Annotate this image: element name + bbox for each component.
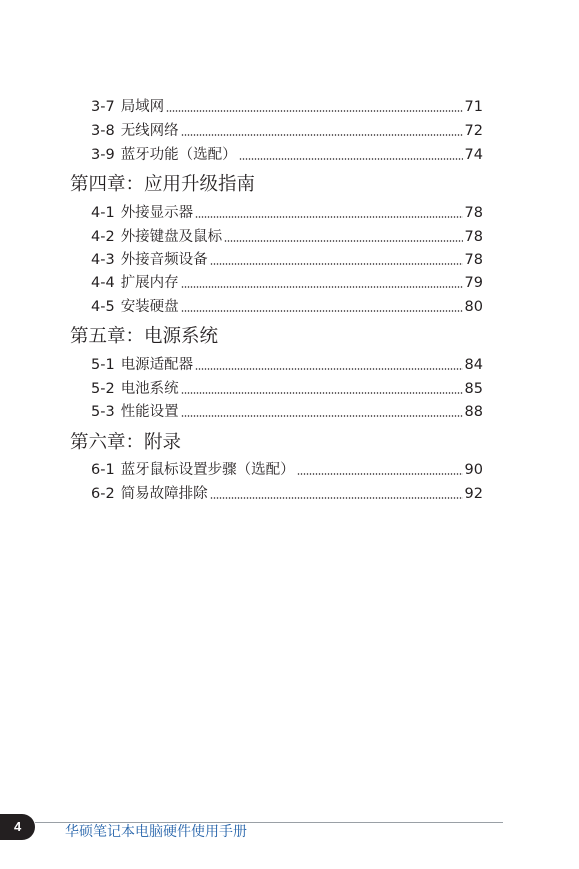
- toc-entry-number: 3-7: [91, 99, 115, 115]
- dot-leader: [210, 496, 463, 500]
- dot-leader: [195, 215, 462, 219]
- toc-entry-page: 78: [464, 252, 483, 268]
- toc-entry-title: 电源适配器: [120, 357, 194, 373]
- dot-leader: [195, 367, 462, 371]
- toc-entry-number: 5-2: [91, 381, 115, 397]
- toc-entry-page: 80: [464, 299, 483, 315]
- toc-entry[interactable]: [91, 250, 483, 270]
- chapter-heading: 第六章：附录: [70, 432, 182, 453]
- toc-entry-number: 6-2: [91, 486, 115, 502]
- toc-entry-title: 扩展内存: [120, 275, 179, 291]
- toc-entry-title: 局域网: [120, 99, 165, 115]
- toc-entry[interactable]: [91, 97, 483, 117]
- toc-entry-page: 88: [464, 404, 483, 420]
- footer-book-title: 华硕笔记本电脑硬件使用手册: [65, 824, 247, 840]
- dot-leader: [181, 133, 463, 137]
- toc-entry-number: 4-4: [91, 275, 115, 291]
- toc-entry-title: 外接音频设备: [120, 252, 208, 268]
- toc-entry-page: 71: [464, 99, 483, 115]
- toc-entry-title: 安装硬盘: [120, 299, 179, 315]
- toc-entry-page: 84: [464, 357, 483, 373]
- dot-leader: [181, 391, 463, 395]
- toc-entry-number: 3-8: [91, 123, 115, 139]
- toc-entry-page: 90: [464, 462, 483, 478]
- toc-entry-page: 78: [464, 229, 483, 245]
- toc-entry[interactable]: [91, 460, 483, 480]
- toc-entry-page: 78: [464, 205, 483, 221]
- dot-leader: [181, 285, 463, 289]
- chapter-heading: 第四章：应用升级指南: [70, 174, 256, 195]
- toc-entry[interactable]: [91, 379, 483, 399]
- toc-entry-page: 79: [464, 275, 483, 291]
- toc-entry-title: 性能设置: [120, 404, 179, 420]
- chapter-heading: 第五章：电源系统: [70, 326, 219, 347]
- toc-entry-title: 无线网络: [120, 123, 179, 139]
- toc-entry-page: 74: [464, 147, 483, 163]
- toc-entry-number: 3-9: [91, 147, 115, 163]
- toc-entry-title: 蓝牙鼠标设置步骤（选配）: [120, 462, 295, 478]
- toc-entry-page: 85: [464, 381, 483, 397]
- dot-leader: [224, 239, 462, 243]
- toc-entry-page: 92: [464, 486, 483, 502]
- toc-entry-number: 4-2: [91, 229, 115, 245]
- page-number-tab: 4: [0, 814, 35, 840]
- dot-leader: [166, 109, 462, 113]
- toc-entry-number: 5-3: [91, 404, 115, 420]
- toc-entry-number: 5-1: [91, 357, 115, 373]
- dot-leader: [297, 472, 463, 476]
- dot-leader: [181, 414, 463, 418]
- toc-entry-title: 蓝牙功能（选配）: [120, 147, 237, 163]
- toc-entry[interactable]: [91, 273, 483, 293]
- dot-leader: [239, 157, 463, 161]
- toc-entry-title: 外接显示器: [120, 205, 194, 221]
- toc-entry-number: 6-1: [91, 462, 115, 478]
- toc-entry[interactable]: [91, 297, 483, 317]
- toc-entry-number: 4-1: [91, 205, 115, 221]
- dot-leader: [210, 262, 463, 266]
- toc-entry[interactable]: [91, 121, 483, 141]
- toc-entry[interactable]: [91, 355, 483, 375]
- toc-entry-title: 简易故障排除: [120, 486, 208, 502]
- toc-entry-number: 4-3: [91, 252, 115, 268]
- toc-entry-title: 电池系统: [120, 381, 179, 397]
- toc-entry[interactable]: [91, 402, 483, 422]
- toc-entry[interactable]: [91, 203, 483, 223]
- dot-leader: [181, 309, 463, 313]
- toc-entry[interactable]: [91, 227, 483, 247]
- toc-entry[interactable]: [91, 484, 483, 504]
- toc-entry[interactable]: [91, 145, 483, 165]
- toc-entry-title: 外接键盘及鼠标: [120, 229, 223, 245]
- toc-entry-number: 4-5: [91, 299, 115, 315]
- toc-entry-page: 72: [464, 123, 483, 139]
